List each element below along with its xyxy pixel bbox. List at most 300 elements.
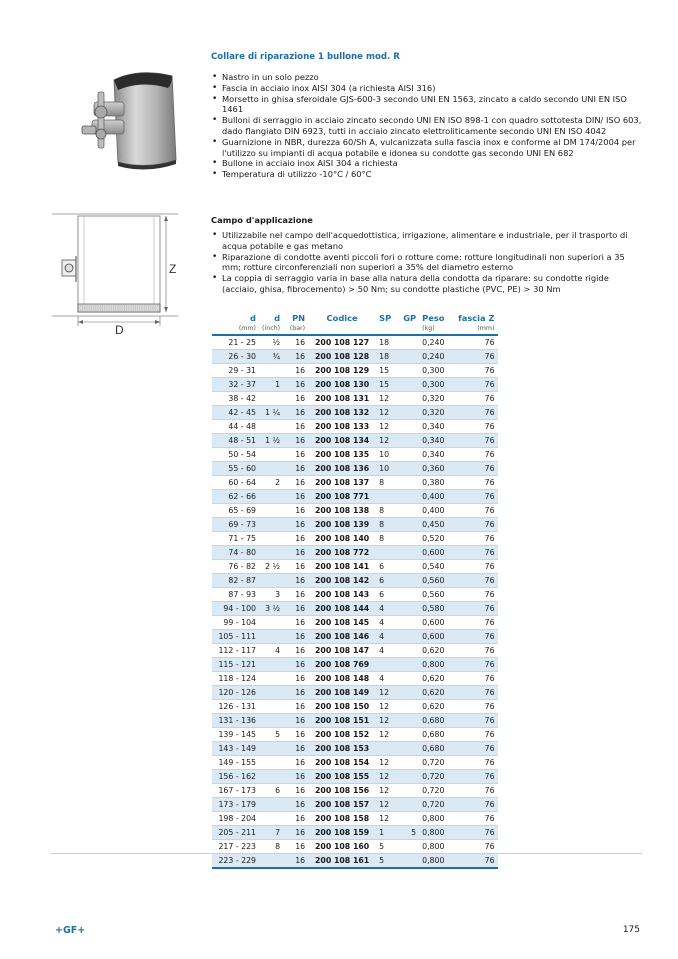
cell-gp	[399, 364, 419, 378]
cell-fascia-z: 76	[455, 420, 497, 434]
cell-code: 200 108 136	[308, 462, 376, 476]
cell-code: 200 108 153	[308, 742, 376, 756]
cell-d-inch: 1 ½	[259, 434, 283, 448]
cell-fascia-z: 76	[455, 742, 497, 756]
cell-sp: 10	[376, 448, 399, 462]
cell-pn: 16	[283, 378, 308, 392]
table-row	[212, 434, 498, 448]
cell-d-mm: 173 - 179	[212, 798, 259, 812]
cell-d-mm: 82 - 87	[212, 574, 259, 588]
cell-weight: 0,620	[419, 700, 455, 714]
cell-fascia-z: 76	[455, 490, 497, 504]
cell-d-inch	[259, 658, 283, 672]
cell-fascia-z: 76	[455, 714, 497, 728]
cell-d-inch	[259, 392, 283, 406]
cell-pn: 16	[283, 406, 308, 420]
cell-sp: 12	[376, 392, 399, 406]
cell-weight: 0,300	[419, 364, 455, 378]
cell-fascia-z: 76	[455, 532, 497, 546]
cell-code: 200 108 161	[308, 854, 376, 869]
cell-weight: 0,680	[419, 714, 455, 728]
cell-d-inch	[259, 812, 283, 826]
cell-code: 200 108 151	[308, 714, 376, 728]
cell-code: 200 108 132	[308, 406, 376, 420]
cell-sp: 18	[376, 350, 399, 364]
table-row	[212, 686, 498, 700]
cell-weight: 0,340	[419, 434, 455, 448]
feature-item: • Guarnizione in NBR, durezza 60/Sh A, vulcanizzata sulla fascia inox e conforme al DM 174/2004 per l'utilizzo su impianti di acqua potabile e idonea su condotte gas secondo UNI EN 682	[211, 137, 643, 159]
cell-code: 200 108 144	[308, 602, 376, 616]
cell-weight: 0,360	[419, 462, 455, 476]
cell-gp	[399, 504, 419, 518]
cell-d-inch	[259, 574, 283, 588]
table-row	[212, 364, 498, 378]
cell-fascia-z: 76	[455, 546, 497, 560]
cell-sp	[376, 742, 399, 756]
cell-fascia-z: 76	[455, 476, 497, 490]
cell-fascia-z: 76	[455, 630, 497, 644]
cell-code: 200 108 157	[308, 798, 376, 812]
cell-d-mm: 126 - 131	[212, 700, 259, 714]
cell-fascia-z: 76	[455, 392, 497, 406]
cell-pn: 16	[283, 532, 308, 546]
cell-gp	[399, 728, 419, 742]
cell-d-inch	[259, 462, 283, 476]
cell-gp	[399, 462, 419, 476]
cell-weight: 0,620	[419, 644, 455, 658]
cell-code: 200 108 129	[308, 364, 376, 378]
col-header-pn: PN	[292, 313, 306, 323]
feature-item: • Temperatura di utilizzo -10°C / 60°C	[211, 169, 643, 180]
cell-d-mm: 74 - 80	[212, 546, 259, 560]
cell-code: 200 108 769	[308, 658, 376, 672]
cell-gp	[399, 378, 419, 392]
col-header-d-mm: d	[250, 313, 256, 323]
unit-weight: (kg)	[419, 324, 455, 335]
cell-d-mm: 167 - 173	[212, 784, 259, 798]
cell-code: 200 108 154	[308, 756, 376, 770]
cell-d-inch	[259, 714, 283, 728]
cell-fascia-z: 76	[455, 854, 497, 869]
cell-gp	[399, 518, 419, 532]
cell-d-inch	[259, 756, 283, 770]
cell-sp: 12	[376, 420, 399, 434]
cell-sp: 4	[376, 602, 399, 616]
cell-d-mm: 94 - 100	[212, 602, 259, 616]
cell-d-inch: 8	[259, 840, 283, 854]
cell-sp: 5	[376, 854, 399, 869]
cell-sp: 12	[376, 406, 399, 420]
cell-d-inch	[259, 700, 283, 714]
table-row	[212, 644, 498, 658]
cell-d-mm: 139 - 145	[212, 728, 259, 742]
cell-code: 200 108 130	[308, 378, 376, 392]
cell-weight: 0,600	[419, 616, 455, 630]
cell-sp: 12	[376, 686, 399, 700]
cell-d-mm: 42 - 45	[212, 406, 259, 420]
cell-d-inch	[259, 364, 283, 378]
cell-weight: 0,600	[419, 630, 455, 644]
table-row	[212, 840, 498, 854]
table-row	[212, 378, 498, 392]
cell-d-mm: 69 - 73	[212, 518, 259, 532]
table-row	[212, 532, 498, 546]
cell-d-mm: 87 - 93	[212, 588, 259, 602]
cell-code: 200 108 128	[308, 350, 376, 364]
cell-weight: 0,720	[419, 770, 455, 784]
cell-sp: 12	[376, 812, 399, 826]
cell-d-inch	[259, 518, 283, 532]
cell-d-inch: 4	[259, 644, 283, 658]
cell-sp: 8	[376, 476, 399, 490]
cell-code: 200 108 146	[308, 630, 376, 644]
cell-d-inch	[259, 546, 283, 560]
application-item: • La coppia di serraggio varia in base alla natura della condotta da riparare: su condotte rigide (acciaio, ghisa, fibrocemento) > 50 Nm; su condotte plastiche (PVC, PE) > 30 Nm	[211, 273, 643, 295]
cell-sp: 12	[376, 434, 399, 448]
cell-code: 200 108 148	[308, 672, 376, 686]
cell-gp: 5	[399, 826, 419, 840]
cell-gp	[399, 588, 419, 602]
cell-fascia-z: 76	[455, 574, 497, 588]
cell-sp: 4	[376, 630, 399, 644]
cell-pn: 16	[283, 812, 308, 826]
cell-gp	[399, 714, 419, 728]
cell-fascia-z: 76	[455, 364, 497, 378]
cell-d-mm: 48 - 51	[212, 434, 259, 448]
cell-d-inch	[259, 672, 283, 686]
cell-weight: 0,450	[419, 518, 455, 532]
cell-pn: 16	[283, 616, 308, 630]
feature-item: • Bulloni di serraggio in acciaio zincato secondo UNI EN ISO 898-1 con quadro sottotesta DIN/ ISO 603, dado flangiato DIN 6923, tutti in acciaio zincato elettroliticamente secondo UNI EN ISO 4042	[211, 115, 643, 137]
cell-fascia-z: 76	[455, 616, 497, 630]
cell-code: 200 108 145	[308, 616, 376, 630]
cell-sp: 12	[376, 700, 399, 714]
cell-gp	[399, 335, 419, 350]
cell-weight: 0,600	[419, 546, 455, 560]
cell-d-mm: 55 - 60	[212, 462, 259, 476]
cell-weight: 0,400	[419, 490, 455, 504]
cell-d-mm: 50 - 54	[212, 448, 259, 462]
cell-gp	[399, 532, 419, 546]
cell-weight: 0,800	[419, 812, 455, 826]
cell-code: 200 108 160	[308, 840, 376, 854]
cell-weight: 0,720	[419, 756, 455, 770]
cell-pn: 16	[283, 700, 308, 714]
cell-pn: 16	[283, 420, 308, 434]
feature-item: • Morsetto in ghisa sferoidale GJS-600-3 secondo UNI EN 1563, zincato a caldo secondo UNI EN ISO 1461	[211, 94, 643, 116]
table-row	[212, 798, 498, 812]
table-row	[212, 784, 498, 798]
cell-gp	[399, 630, 419, 644]
cell-fascia-z: 76	[455, 756, 497, 770]
spec-table-body	[212, 335, 498, 868]
cell-code: 200 108 159	[308, 826, 376, 840]
cell-fascia-z: 76	[455, 588, 497, 602]
product-photo	[76, 62, 191, 177]
table-row	[212, 588, 498, 602]
cell-d-inch	[259, 630, 283, 644]
col-header-d-inch: d	[274, 313, 281, 323]
application-heading: Campo d'applicazione	[211, 215, 313, 225]
cell-gp	[399, 392, 419, 406]
unit-d-inch: (inch)	[259, 324, 283, 335]
table-row	[212, 602, 498, 616]
cell-weight: 0,560	[419, 574, 455, 588]
cell-d-mm: 217 - 223	[212, 840, 259, 854]
cell-fascia-z: 76	[455, 784, 497, 798]
cell-sp	[376, 490, 399, 504]
table-row	[212, 420, 498, 434]
cell-d-mm: 62 - 66	[212, 490, 259, 504]
cell-sp: 8	[376, 504, 399, 518]
cell-fascia-z: 76	[455, 602, 497, 616]
cell-gp	[399, 742, 419, 756]
cell-d-inch: ½	[259, 335, 283, 350]
cell-fascia-z: 76	[455, 644, 497, 658]
cell-fascia-z: 76	[455, 350, 497, 364]
cell-d-mm: 32 - 37	[212, 378, 259, 392]
cell-pn: 16	[283, 826, 308, 840]
cell-code: 200 108 158	[308, 812, 376, 826]
cell-sp: 4	[376, 616, 399, 630]
cell-code: 200 108 150	[308, 700, 376, 714]
cell-gp	[399, 700, 419, 714]
cell-d-inch	[259, 616, 283, 630]
cell-d-inch	[259, 686, 283, 700]
cell-d-mm: 26 - 30	[212, 350, 259, 364]
cell-sp: 18	[376, 335, 399, 350]
cell-sp: 6	[376, 588, 399, 602]
table-row	[212, 742, 498, 756]
cell-gp	[399, 406, 419, 420]
table-header-row	[212, 312, 498, 324]
cell-code: 200 108 143	[308, 588, 376, 602]
cell-d-mm: 60 - 64	[212, 476, 259, 490]
cell-gp	[399, 574, 419, 588]
table-row	[212, 518, 498, 532]
cell-fascia-z: 76	[455, 826, 497, 840]
cell-fascia-z: 76	[455, 518, 497, 532]
cell-code: 200 108 127	[308, 335, 376, 350]
cell-d-inch	[259, 504, 283, 518]
cell-fascia-z: 76	[455, 812, 497, 826]
cell-pn: 16	[283, 350, 308, 364]
cell-d-inch	[259, 420, 283, 434]
cell-gp	[399, 658, 419, 672]
cell-fascia-z: 76	[455, 770, 497, 784]
cell-weight: 0,580	[419, 602, 455, 616]
cell-weight: 0,240	[419, 335, 455, 350]
cell-sp: 12	[376, 770, 399, 784]
cell-d-inch: ¾	[259, 350, 283, 364]
cell-weight: 0,800	[419, 840, 455, 854]
cell-gp	[399, 756, 419, 770]
application-item: • Utilizzabile nel campo dell'acquedottistica, irrigazione, alimentare e industriale, per il trasporto di acqua potabile e gas metano	[211, 230, 643, 252]
cell-d-mm: 112 - 117	[212, 644, 259, 658]
cell-gp	[399, 546, 419, 560]
col-header-fascia-z: fascia Z	[458, 313, 495, 323]
col-header-sp: SP	[379, 313, 392, 323]
table-row	[212, 546, 498, 560]
cell-d-inch: 2 ½	[259, 560, 283, 574]
cell-gp	[399, 784, 419, 798]
col-header-code: Codice	[326, 313, 358, 323]
cell-fascia-z: 76	[455, 378, 497, 392]
cell-d-inch	[259, 490, 283, 504]
cell-fascia-z: 76	[455, 658, 497, 672]
cell-pn: 16	[283, 546, 308, 560]
cell-d-mm: 99 - 104	[212, 616, 259, 630]
cell-weight: 0,800	[419, 826, 455, 840]
cell-code: 200 108 131	[308, 392, 376, 406]
cell-pn: 16	[283, 644, 308, 658]
table-row	[212, 504, 498, 518]
page-title: Collare di riparazione 1 bullone mod. R	[211, 52, 400, 62]
cell-d-inch	[259, 798, 283, 812]
table-row	[212, 392, 498, 406]
cell-d-mm: 38 - 42	[212, 392, 259, 406]
cell-sp: 10	[376, 462, 399, 476]
cell-sp: 12	[376, 798, 399, 812]
cell-fascia-z: 76	[455, 434, 497, 448]
cell-pn: 16	[283, 840, 308, 854]
dimension-z-label: Z	[169, 262, 177, 276]
table-row	[212, 335, 498, 350]
cell-pn: 16	[283, 518, 308, 532]
cell-pn: 16	[283, 560, 308, 574]
cell-pn: 16	[283, 364, 308, 378]
cell-weight: 0,620	[419, 686, 455, 700]
cell-fascia-z: 76	[455, 672, 497, 686]
cell-sp: 12	[376, 714, 399, 728]
cell-pn: 16	[283, 770, 308, 784]
cell-pn: 16	[283, 728, 308, 742]
cell-sp: 4	[376, 644, 399, 658]
cell-d-inch	[259, 532, 283, 546]
cell-d-mm: 115 - 121	[212, 658, 259, 672]
cell-fascia-z: 76	[455, 798, 497, 812]
technical-drawing	[48, 210, 188, 338]
cell-sp: 12	[376, 784, 399, 798]
cell-code: 200 108 134	[308, 434, 376, 448]
cell-code: 200 108 141	[308, 560, 376, 574]
cell-weight: 0,560	[419, 588, 455, 602]
table-row	[212, 490, 498, 504]
cell-code: 200 108 133	[308, 420, 376, 434]
table-row	[212, 714, 498, 728]
cell-sp	[376, 546, 399, 560]
cell-d-inch: 1	[259, 378, 283, 392]
table-row	[212, 728, 498, 742]
cell-d-inch	[259, 448, 283, 462]
cell-d-mm: 44 - 48	[212, 420, 259, 434]
table-row	[212, 826, 498, 840]
cell-fascia-z: 76	[455, 406, 497, 420]
cell-pn: 16	[283, 588, 308, 602]
cell-gp	[399, 602, 419, 616]
table-units-row	[212, 324, 498, 335]
unit-sp	[376, 324, 399, 335]
cell-gp	[399, 616, 419, 630]
cell-sp: 6	[376, 560, 399, 574]
cell-d-mm: 156 - 162	[212, 770, 259, 784]
cell-weight: 0,320	[419, 406, 455, 420]
cell-pn: 16	[283, 784, 308, 798]
cell-code: 200 108 142	[308, 574, 376, 588]
cell-d-mm: 143 - 149	[212, 742, 259, 756]
cell-weight: 0,380	[419, 476, 455, 490]
table-row	[212, 616, 498, 630]
cell-d-mm: 198 - 204	[212, 812, 259, 826]
cell-weight: 0,800	[419, 658, 455, 672]
table-row	[212, 756, 498, 770]
cell-pn: 16	[283, 462, 308, 476]
cell-sp: 15	[376, 378, 399, 392]
cell-code: 200 108 155	[308, 770, 376, 784]
cell-gp	[399, 644, 419, 658]
cell-code: 200 108 135	[308, 448, 376, 462]
cell-weight: 0,300	[419, 378, 455, 392]
cell-code: 200 108 156	[308, 784, 376, 798]
cell-code: 200 108 138	[308, 504, 376, 518]
cell-code: 200 108 147	[308, 644, 376, 658]
cell-d-mm: 149 - 155	[212, 756, 259, 770]
cell-d-mm: 71 - 75	[212, 532, 259, 546]
cell-sp	[376, 658, 399, 672]
cell-code: 200 108 772	[308, 546, 376, 560]
cell-pn: 16	[283, 798, 308, 812]
cell-gp	[399, 560, 419, 574]
cell-d-inch: 6	[259, 784, 283, 798]
cell-gp	[399, 770, 419, 784]
cell-pn: 16	[283, 854, 308, 869]
table-row	[212, 770, 498, 784]
cell-d-mm: 76 - 82	[212, 560, 259, 574]
feature-item: • Fascia in acciaio inox AISI 304 (a richiesta AISI 316)	[211, 83, 643, 94]
cell-code: 200 108 152	[308, 728, 376, 742]
cell-pn: 16	[283, 658, 308, 672]
cell-weight: 0,520	[419, 532, 455, 546]
cell-d-mm: 65 - 69	[212, 504, 259, 518]
cell-code: 200 108 149	[308, 686, 376, 700]
cell-gp	[399, 420, 419, 434]
cell-d-inch: 1 ¼	[259, 406, 283, 420]
gf-logo: +GF+	[55, 925, 86, 936]
cell-fascia-z: 76	[455, 560, 497, 574]
table-row	[212, 672, 498, 686]
feature-list	[211, 72, 643, 180]
cell-sp: 5	[376, 840, 399, 854]
unit-d-mm: (mm)	[212, 324, 259, 335]
page-number: 175	[622, 925, 640, 935]
table-row	[212, 854, 498, 869]
cell-gp	[399, 840, 419, 854]
cell-d-inch: 7	[259, 826, 283, 840]
cell-d-inch: 3 ½	[259, 602, 283, 616]
cell-d-mm: 223 - 229	[212, 854, 259, 869]
cell-weight: 0,340	[419, 448, 455, 462]
cell-fascia-z: 76	[455, 504, 497, 518]
cell-weight: 0,240	[419, 350, 455, 364]
cell-d-inch: 5	[259, 728, 283, 742]
cell-fascia-z: 76	[455, 448, 497, 462]
table-row	[212, 448, 498, 462]
table-row	[212, 406, 498, 420]
cell-weight: 0,340	[419, 420, 455, 434]
cell-weight: 0,720	[419, 784, 455, 798]
cell-pn: 16	[283, 686, 308, 700]
cell-d-mm: 21 - 25	[212, 335, 259, 350]
